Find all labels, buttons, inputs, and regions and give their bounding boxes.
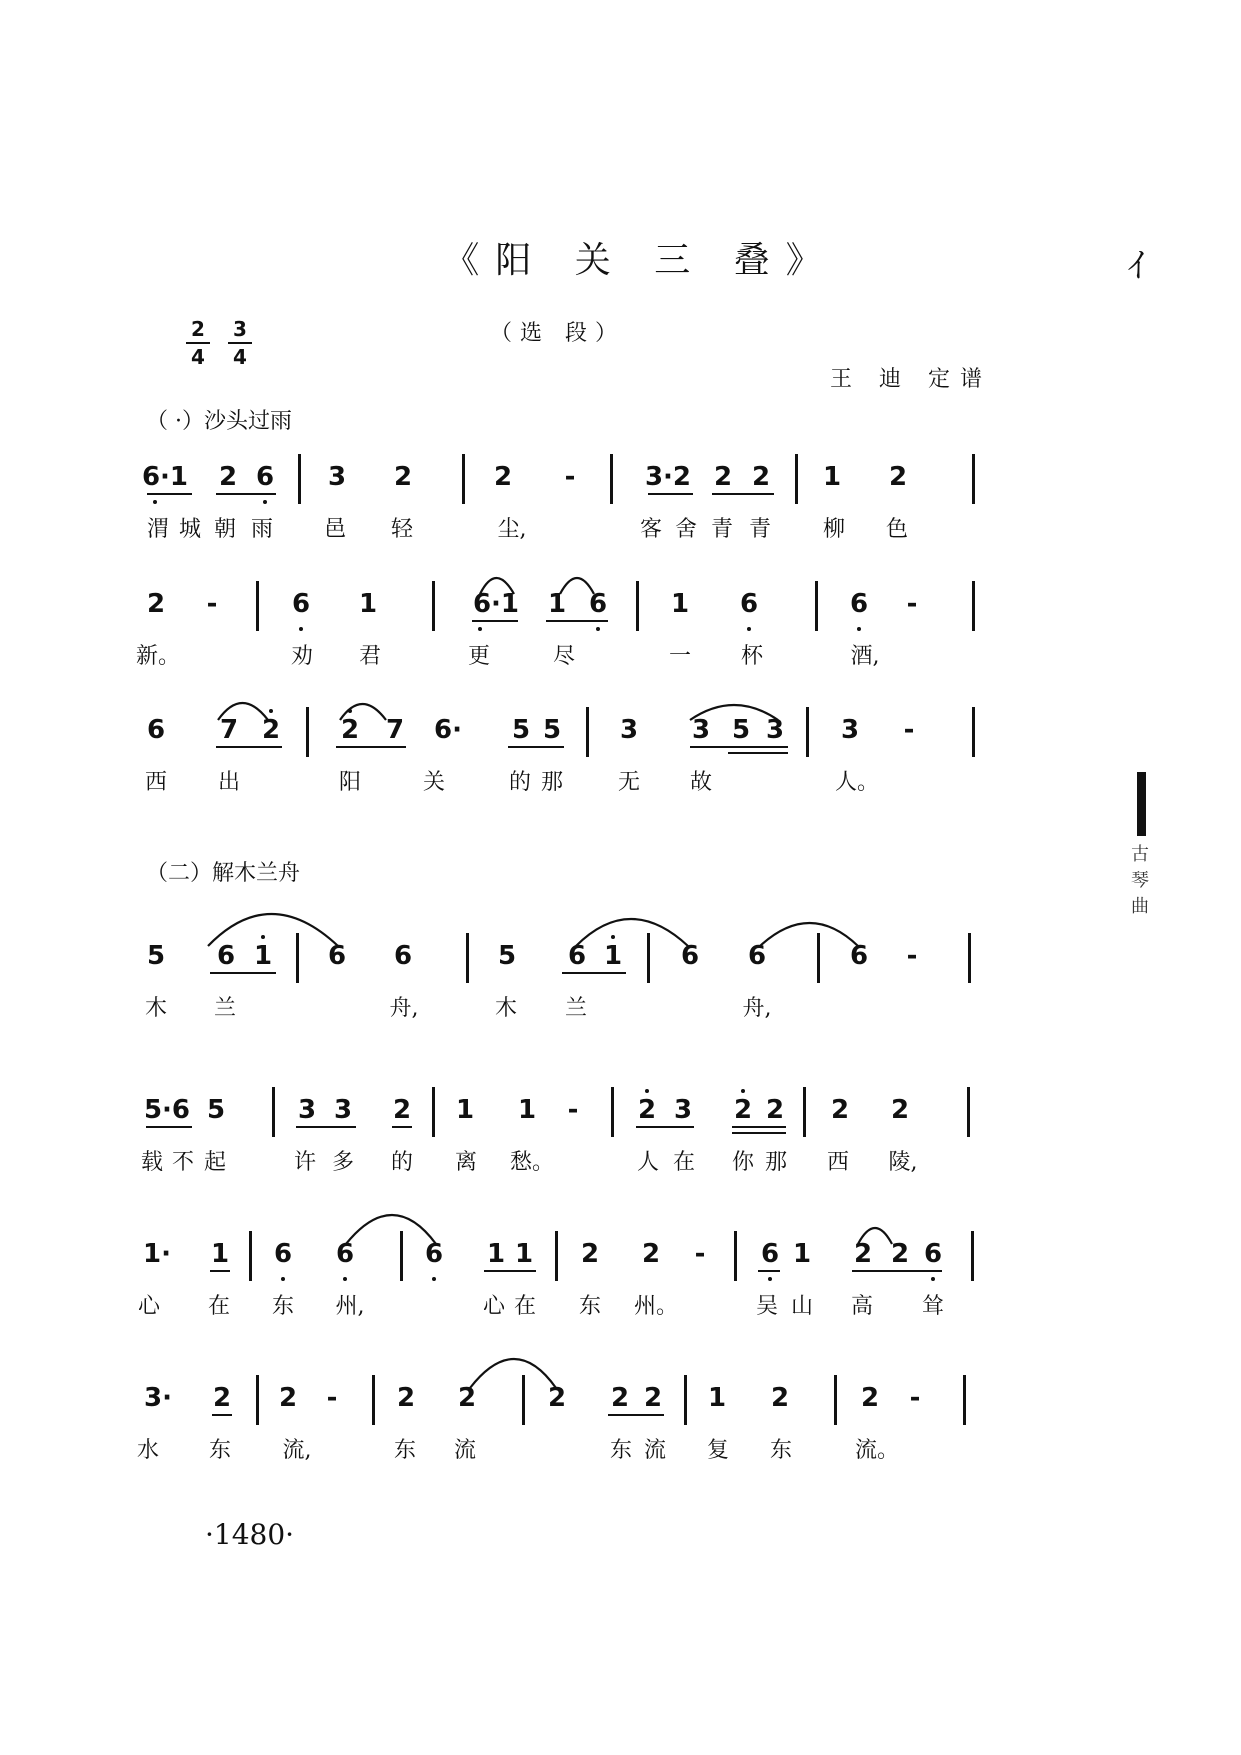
- note: 2: [643, 1383, 663, 1413]
- lyric: 东: [208, 1438, 232, 1463]
- note: 2: [888, 462, 908, 492]
- lyric: 杯: [740, 644, 764, 669]
- note: 6: [760, 1239, 780, 1269]
- lyric: 人: [636, 1150, 660, 1175]
- lyric: 流,: [282, 1438, 312, 1463]
- note: 6: [923, 1239, 943, 1269]
- lyric: 人。: [834, 770, 880, 795]
- note: 2: [393, 462, 413, 492]
- note: 3: [673, 1095, 693, 1125]
- note: 3: [297, 1095, 317, 1125]
- lyric: 复: [706, 1438, 730, 1463]
- lyric: 朝: [213, 517, 237, 542]
- note: 2: [890, 1239, 910, 1269]
- note: 2: [733, 1095, 753, 1125]
- side-tab-text: 古琴曲: [1131, 844, 1149, 917]
- section-heading-1: （ ·）沙头过雨: [146, 409, 292, 434]
- note: 6: [146, 715, 166, 745]
- note: 6: [849, 589, 869, 619]
- lyric: 在: [672, 1150, 696, 1175]
- note: 5: [497, 941, 517, 971]
- lyric: 邑: [323, 517, 347, 542]
- lyric: 州,: [335, 1294, 365, 1319]
- lyric: 耸: [921, 1294, 945, 1319]
- page-title: 《阳 关 三 叠》: [443, 240, 838, 281]
- composer-credit: 王 迪 定谱: [830, 367, 992, 392]
- note: 6: [327, 941, 347, 971]
- lyric: 东: [609, 1438, 633, 1463]
- note: 1: [486, 1239, 506, 1269]
- note: 2: [610, 1383, 630, 1413]
- note: 2: [493, 462, 513, 492]
- note: 6: [335, 1239, 355, 1269]
- note: 3·2: [644, 462, 692, 492]
- lyric: 出: [217, 770, 241, 795]
- lyric: 那: [764, 1150, 788, 1175]
- note: 1: [455, 1095, 475, 1125]
- note: 5: [511, 715, 531, 745]
- note: 2: [340, 715, 360, 745]
- note: 2: [212, 1383, 232, 1413]
- note: 2: [396, 1383, 416, 1413]
- note: 6·1: [472, 589, 520, 619]
- note: 1: [253, 941, 273, 971]
- note: 3: [691, 715, 711, 745]
- note: 1: [517, 1095, 537, 1125]
- lyric: 流: [453, 1438, 477, 1463]
- note: 6·: [434, 715, 462, 745]
- lyric: 高: [850, 1294, 874, 1319]
- note: 2: [392, 1095, 412, 1125]
- lyric: 木: [494, 996, 518, 1021]
- lyric: 更: [467, 644, 491, 669]
- note: 2: [770, 1383, 790, 1413]
- note: 6: [273, 1239, 293, 1269]
- note: -: [909, 1383, 921, 1413]
- lyric: 舟,: [742, 996, 772, 1021]
- note: 1: [210, 1239, 230, 1269]
- note: 2: [580, 1239, 600, 1269]
- note: 2: [830, 1095, 850, 1125]
- lyric: 离: [454, 1150, 478, 1175]
- slur: [690, 705, 778, 720]
- note: 6: [680, 941, 700, 971]
- lyric: 故: [689, 770, 713, 795]
- note: 2: [853, 1239, 873, 1269]
- time-signature-numerator: 2: [186, 316, 210, 344]
- note: 7: [385, 715, 405, 745]
- lyric: 无: [617, 770, 641, 795]
- note: 3: [333, 1095, 353, 1125]
- lyric: 青: [748, 517, 772, 542]
- note: 6: [424, 1239, 444, 1269]
- note: 3: [619, 715, 639, 745]
- note: 6: [739, 589, 759, 619]
- note: 6: [393, 941, 413, 971]
- note: -: [906, 589, 918, 619]
- slur: [346, 1215, 436, 1244]
- lyric: 渭: [146, 517, 170, 542]
- note: -: [206, 589, 218, 619]
- note: 1·: [143, 1239, 171, 1269]
- slur: [218, 703, 268, 720]
- lyric: 心: [482, 1294, 506, 1319]
- lyric: 兰: [213, 996, 237, 1021]
- note: 2: [751, 462, 771, 492]
- note: 3: [840, 715, 860, 745]
- note: 1: [547, 589, 567, 619]
- lyric: 多: [331, 1150, 355, 1175]
- note: -: [567, 1095, 579, 1125]
- note: 6: [747, 941, 767, 971]
- lyric: 君: [358, 644, 382, 669]
- note: 6: [567, 941, 587, 971]
- lyric: 柳: [822, 517, 846, 542]
- lyric: 舟,: [389, 996, 419, 1021]
- note: -: [903, 715, 915, 745]
- lyric: 酒,: [850, 644, 880, 669]
- note: 6: [291, 589, 311, 619]
- lyric: 在: [513, 1294, 537, 1319]
- slur: [340, 704, 386, 720]
- subtitle: （选 段）: [490, 321, 625, 346]
- lyric: 水: [136, 1438, 160, 1463]
- note: 5: [146, 941, 166, 971]
- lyric: 的: [390, 1150, 414, 1175]
- lyric: 的: [508, 770, 532, 795]
- lyric: 流: [643, 1438, 667, 1463]
- note: -: [326, 1383, 338, 1413]
- note: 1: [670, 589, 690, 619]
- note: 2: [765, 1095, 785, 1125]
- note: 5: [542, 715, 562, 745]
- lyric: 不: [171, 1150, 195, 1175]
- slur: [560, 578, 594, 594]
- note: 2: [860, 1383, 880, 1413]
- lyric: 关: [422, 770, 446, 795]
- lyric: 东: [393, 1438, 417, 1463]
- note: 2: [890, 1095, 910, 1125]
- note: 1: [792, 1239, 812, 1269]
- note: 2: [218, 462, 238, 492]
- slur: [858, 1228, 892, 1244]
- edge-mark: ｲ: [1128, 246, 1145, 286]
- note: 6·1: [141, 462, 189, 492]
- lyric: 轻: [390, 517, 414, 542]
- section-heading-2: （二）解木兰舟: [146, 861, 301, 886]
- note: 2: [641, 1239, 661, 1269]
- lyric: 尘,: [497, 517, 527, 542]
- lyric: 雨: [250, 517, 274, 542]
- page-number: ·1480·: [205, 1518, 295, 1551]
- note: 2: [261, 715, 281, 745]
- lyric: 一: [668, 644, 692, 669]
- lyric: 起: [203, 1150, 227, 1175]
- note: 2: [637, 1095, 657, 1125]
- lyric: 吴: [755, 1294, 779, 1319]
- slur: [208, 914, 338, 946]
- note: 6: [255, 462, 275, 492]
- lyric: 客: [639, 517, 663, 542]
- note: 1: [514, 1239, 534, 1269]
- note: -: [906, 941, 918, 971]
- note: 6: [588, 589, 608, 619]
- note: 5: [206, 1095, 226, 1125]
- note: 3: [765, 715, 785, 745]
- note: 2: [457, 1383, 477, 1413]
- lyric: 劝: [290, 644, 314, 669]
- lyric: 西: [826, 1150, 850, 1175]
- time-signature-denominator: 4: [233, 345, 247, 369]
- lyric: 城: [178, 517, 202, 542]
- lyric: 那: [540, 770, 564, 795]
- note: 1: [707, 1383, 727, 1413]
- lyric: 新。: [135, 644, 181, 669]
- slur: [576, 919, 688, 946]
- lyric: 许: [293, 1150, 317, 1175]
- lyric: 舍: [674, 517, 698, 542]
- slur: [470, 1359, 556, 1388]
- note: 2: [146, 589, 166, 619]
- lyric: 色: [885, 517, 909, 542]
- time-signature-denominator: 4: [191, 345, 205, 369]
- note: -: [564, 462, 576, 492]
- lyric: 心: [137, 1294, 161, 1319]
- lyric: 流。: [854, 1438, 900, 1463]
- lyric: 木: [144, 996, 168, 1021]
- lyric: 青: [710, 517, 734, 542]
- note: 2: [547, 1383, 567, 1413]
- lyric: 东: [271, 1294, 295, 1319]
- lyric: 尽: [552, 644, 576, 669]
- note: 3·: [144, 1383, 172, 1413]
- lyric: 阳: [338, 770, 362, 795]
- note: 7: [219, 715, 239, 745]
- note: 3: [327, 462, 347, 492]
- note: 6: [216, 941, 236, 971]
- note: 5·6: [143, 1095, 191, 1125]
- note: 1: [822, 462, 842, 492]
- lyric: 你: [731, 1150, 755, 1175]
- lyric: 载: [140, 1150, 164, 1175]
- slur: [480, 578, 514, 594]
- note: 2: [278, 1383, 298, 1413]
- lyric: 在: [207, 1294, 231, 1319]
- lyric: 东: [578, 1294, 602, 1319]
- note: -: [694, 1239, 706, 1269]
- lyric: 兰: [564, 996, 588, 1021]
- lyric: 东: [769, 1438, 793, 1463]
- time-signature-numerator: 3: [228, 316, 252, 344]
- lyric: 愁。: [509, 1150, 555, 1175]
- lyric: 西: [144, 770, 168, 795]
- lyric: 州。: [633, 1294, 679, 1319]
- note: 6: [849, 941, 869, 971]
- lyric: 陵,: [888, 1150, 918, 1175]
- note: 5: [731, 715, 751, 745]
- note: 1: [603, 941, 623, 971]
- lyric: 山: [790, 1294, 814, 1319]
- note: 1: [358, 589, 378, 619]
- slur: [760, 923, 858, 946]
- note: 2: [713, 462, 733, 492]
